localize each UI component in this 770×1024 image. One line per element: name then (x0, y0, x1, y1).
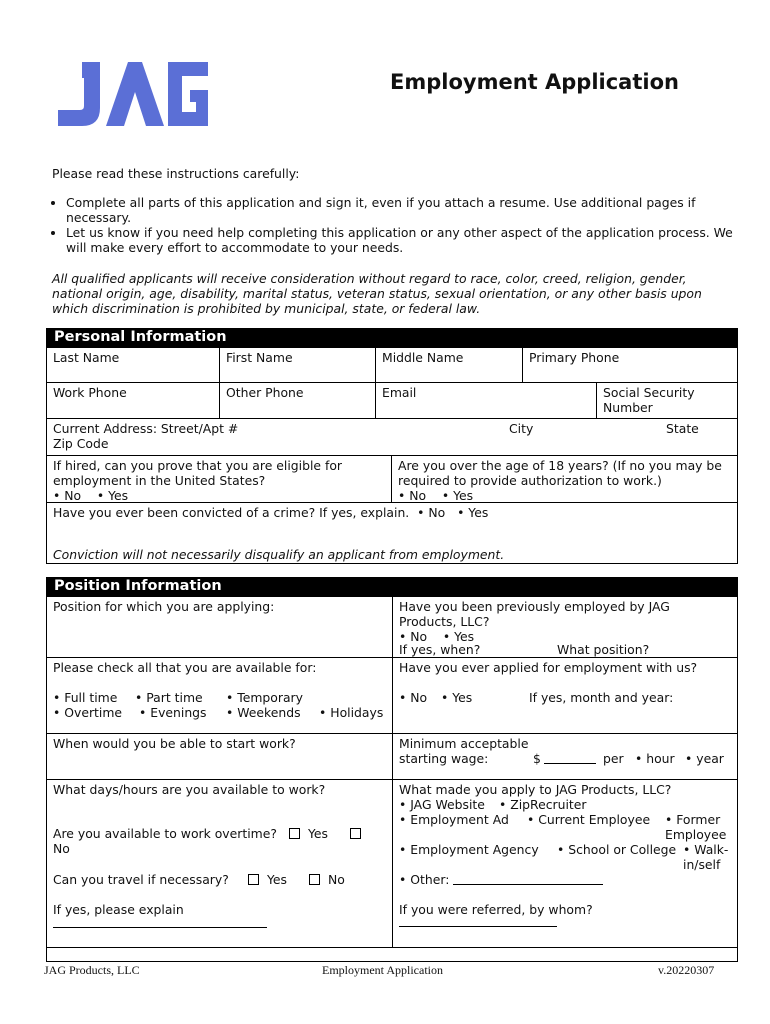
availability-field (47, 658, 393, 734)
dollar-sign: $ (533, 751, 541, 766)
min-wage-label: Minimum acceptable starting wage: (399, 736, 529, 766)
first-name-field[interactable] (220, 348, 376, 383)
holidays-option[interactable]: • Holidays (319, 705, 384, 720)
days-hours-field (47, 780, 393, 948)
other-option[interactable]: • Other: (399, 872, 450, 887)
travel-yes-label: Yes (267, 872, 288, 887)
page-title: Employment Application (390, 70, 679, 94)
other-input-line[interactable] (453, 884, 603, 885)
primary-phone-field[interactable] (523, 348, 737, 383)
travel-question-label: Can you travel if necessary? (53, 872, 229, 887)
explain-input-line[interactable] (53, 927, 267, 928)
school-college-option[interactable]: • School or College (557, 842, 677, 857)
ziprecruiter-option[interactable]: • ZipRecruiter (499, 797, 587, 812)
middle-name-label: Middle Name (382, 350, 464, 365)
section-header-position: Position Information (46, 577, 738, 596)
ssn-label: Social Security Number (603, 385, 695, 415)
temporary-option[interactable]: • Temporary (226, 690, 303, 705)
walk-in-option[interactable] (683, 842, 733, 872)
work-phone-label: Work Phone (53, 385, 127, 400)
applied-before-question (393, 658, 737, 734)
instructions-list (34, 195, 756, 255)
email-label: Email (382, 385, 417, 400)
days-hours-label: What days/hours are you available to work? (53, 782, 326, 797)
prev-employed-no-option[interactable]: • No (399, 629, 428, 644)
city-label: City (509, 421, 534, 436)
applied-before-no-option[interactable]: • No (399, 690, 428, 705)
evenings-option[interactable]: • Evenings (139, 705, 207, 720)
jag-website-option[interactable]: • JAG Website (399, 797, 485, 812)
age-no-option[interactable]: • No (398, 488, 427, 503)
conviction-yes-option[interactable]: • Yes (457, 505, 489, 520)
zip-label: Zip Code (53, 436, 109, 451)
prev-employed-yes-option[interactable]: • Yes (442, 629, 475, 644)
walk-in-label: • Walk-in/self (683, 842, 729, 872)
overtime-no-label: No (53, 841, 70, 856)
position-applying-label: Position for which you are applying: (53, 599, 275, 614)
former-employee-option[interactable] (665, 812, 729, 842)
employment-agency-option[interactable]: • Employment Agency (399, 842, 539, 857)
travel-yes-checkbox[interactable] (248, 874, 259, 885)
last-name-label: Last Name (53, 350, 120, 365)
position-footer-row (47, 948, 737, 961)
position-applying-field[interactable] (47, 597, 393, 658)
weekends-option[interactable]: • Weekends (226, 705, 301, 720)
min-wage-field (393, 734, 737, 780)
address-label: Current Address: Street/Apt # (53, 421, 239, 436)
start-work-label: When would you be able to start work? (53, 736, 296, 751)
conviction-label: Have you ever been convicted of a crime? If yes, explain. (53, 505, 410, 520)
what-made-label: What made you apply to JAG Products, LLC? (399, 782, 672, 797)
prev-employed-label: Have you been previously employed by JAG Products, LLC? (399, 599, 670, 629)
footer-company: JAG Products, LLC (44, 963, 140, 977)
wage-input-line[interactable] (544, 763, 596, 764)
email-field[interactable] (376, 383, 597, 419)
availability-label: Please check all that you are available for: (53, 660, 317, 675)
eligibility-no-option[interactable]: • No (53, 488, 82, 503)
position-info-box (46, 596, 738, 962)
footer-version: v.20220307 (658, 963, 715, 977)
conviction-note: Conviction will not necessarily disqualify an applicant from employment. (53, 547, 505, 562)
primary-phone-label: Primary Phone (529, 350, 620, 365)
state-label: State (666, 421, 699, 436)
eligibility-yes-option[interactable]: • Yes (96, 488, 129, 503)
last-name-field[interactable] (47, 348, 220, 383)
jag-logo (56, 58, 212, 130)
other-phone-label: Other Phone (226, 385, 304, 400)
instructions-intro: Please read these instructions carefully: (52, 166, 300, 181)
work-phone-field[interactable] (47, 383, 220, 419)
overtime-question-label: Are you available to work overtime? (53, 826, 277, 841)
conviction-no-option[interactable]: • No (417, 505, 446, 520)
year-option[interactable]: • year (685, 751, 724, 766)
full-time-option[interactable]: • Full time (53, 690, 118, 705)
overtime-yes-label: Yes (308, 826, 329, 841)
per-label: per (603, 751, 624, 766)
current-employee-option[interactable]: • Current Employee (527, 812, 651, 827)
eligibility-question (47, 456, 392, 503)
travel-no-checkbox[interactable] (309, 874, 320, 885)
overtime-option[interactable]: • Overtime (53, 705, 123, 720)
ssn-field[interactable] (597, 383, 737, 419)
hour-option[interactable]: • hour (635, 751, 675, 766)
travel-no-label: No (328, 872, 345, 887)
referred-label: If you were referred, by whom? (399, 902, 593, 917)
employment-ad-option[interactable]: • Employment Ad (399, 812, 509, 827)
conviction-question[interactable] (47, 503, 737, 563)
applied-before-label: Have you ever applied for employment with us? (399, 660, 698, 675)
other-phone-field[interactable] (220, 383, 376, 419)
start-work-field[interactable] (47, 734, 393, 780)
personal-info-box (46, 347, 738, 564)
section-header-personal: Personal Information (46, 328, 738, 347)
month-year-label: If yes, month and year: (529, 690, 674, 705)
applied-before-yes-option[interactable]: • Yes (441, 690, 473, 705)
if-yes-when-label: If yes, when? (399, 642, 481, 657)
referred-input-line[interactable] (399, 926, 557, 927)
instruction-item: • Complete all parts of this application and sign it, even if you attach a resume. Use additional pages if necessary. (66, 195, 756, 225)
instruction-item: • Let us know if you need help completing this application or any other aspect of the application process. We will make every effort to accommodate to your needs. (66, 225, 756, 255)
explain-label: If yes, please explain (53, 902, 184, 917)
prev-employed-question (393, 597, 737, 658)
overtime-yes-checkbox[interactable] (289, 828, 300, 839)
part-time-option[interactable]: • Part time (135, 690, 203, 705)
middle-name-field[interactable] (376, 348, 523, 383)
eligibility-label: If hired, can you prove that you are eligible for employment in the United States? (53, 458, 343, 488)
eeo-statement: All qualified applicants will receive consideration without regard to race, color, creed, religion, gender, national origin, age, disability, marital status, veteran status, sexual orientation, or any other basis upon which discrimination is prohibited by municipal, state, or federal law. (52, 271, 702, 316)
footer-document: Employment Application (322, 963, 443, 977)
age-question (392, 456, 737, 503)
first-name-label: First Name (226, 350, 293, 365)
referral-source-field (393, 780, 737, 948)
age-yes-option[interactable]: • Yes (441, 488, 474, 503)
address-field[interactable] (47, 419, 737, 456)
overtime-no-checkbox[interactable] (350, 828, 361, 839)
former-employee-label: • Former Employee (665, 812, 727, 842)
what-position-label: What position? (557, 642, 650, 657)
age-label: Are you over the age of 18 years? (If no you may be required to provide authorization to work.) (398, 458, 722, 488)
